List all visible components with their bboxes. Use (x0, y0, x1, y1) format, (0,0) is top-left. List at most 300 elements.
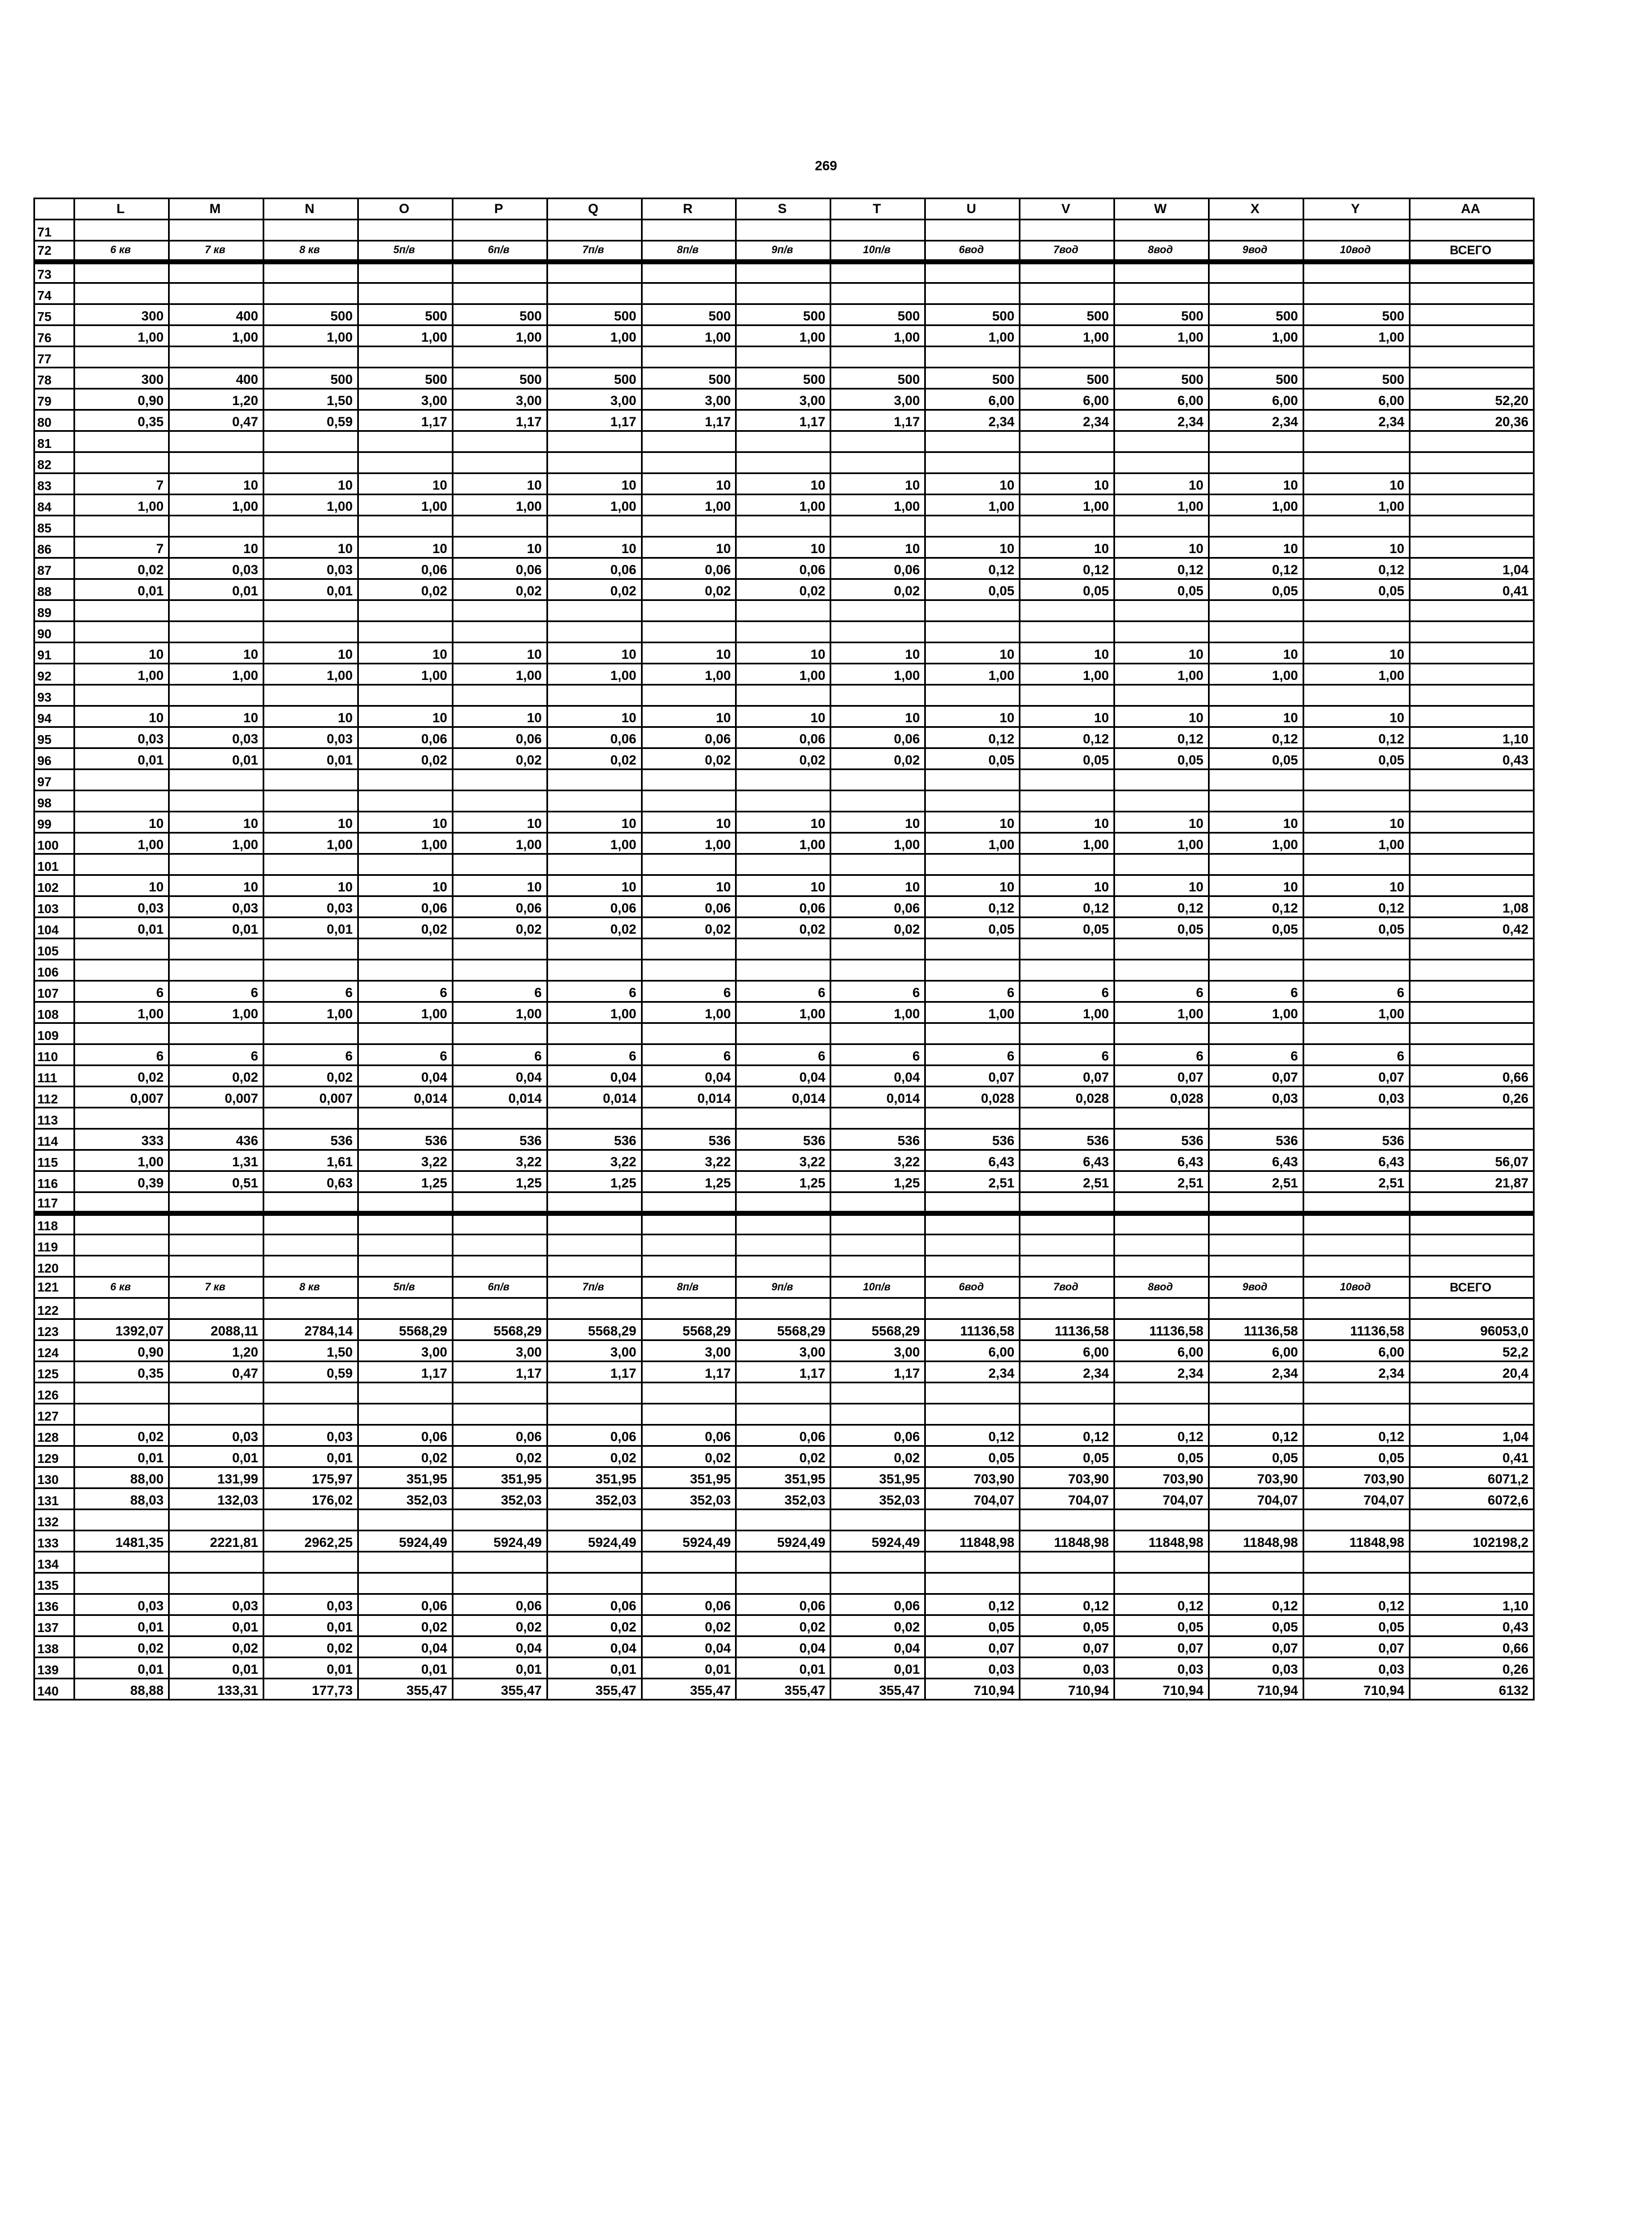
table-row (34, 1510, 1534, 1531)
table-cell: 0,02 (75, 1425, 169, 1446)
table-cell (263, 1573, 358, 1594)
table-cell: 0,07 (1209, 1637, 1303, 1658)
table-cell (736, 854, 831, 875)
table-cell (169, 262, 264, 283)
table-cell: 1,50 (263, 389, 358, 410)
table-cell: 3,00 (547, 1340, 642, 1362)
table-cell: 355,47 (831, 1679, 925, 1700)
table-cell (547, 854, 642, 875)
table-cell: 5568,29 (736, 1319, 831, 1340)
header-cell: 6п/в (452, 1277, 547, 1298)
table-cell (547, 1573, 642, 1594)
table-cell: 0,02 (831, 748, 925, 770)
table-cell (1409, 1510, 1533, 1531)
table-row (34, 474, 1534, 495)
table-row (34, 495, 1534, 516)
header-cell: 7 кв (169, 1277, 264, 1298)
table-cell (452, 622, 547, 643)
table-cell (925, 347, 1020, 368)
table-cell: 6 (925, 1044, 1020, 1066)
table-cell (1209, 431, 1303, 452)
table-cell (169, 1256, 264, 1277)
table-cell: 0,02 (75, 1066, 169, 1087)
table-cell (75, 1108, 169, 1129)
table-cell: 1,00 (358, 495, 452, 516)
table-cell (642, 220, 736, 241)
table-cell: 1,00 (1209, 1002, 1303, 1023)
table-cell (547, 1192, 642, 1214)
table-cell (1020, 1298, 1115, 1319)
table-cell (263, 1214, 358, 1235)
table-row (34, 960, 1534, 981)
header-cell: ВСЕГО (1409, 241, 1533, 262)
table-cell: 0,02 (358, 918, 452, 939)
table-cell (263, 1192, 358, 1214)
table-cell: 1,00 (263, 495, 358, 516)
table-cell (263, 854, 358, 875)
table-cell (1303, 600, 1409, 622)
table-cell: 1,00 (169, 1002, 264, 1023)
table-cell: 0,02 (358, 579, 452, 600)
table-cell: 1,00 (1303, 833, 1409, 854)
table-cell (925, 791, 1020, 812)
row-number: 82 (34, 452, 75, 474)
row-number: 133 (34, 1531, 75, 1552)
table-cell: 0,41 (1409, 579, 1533, 600)
row-number: 122 (34, 1298, 75, 1319)
table-row (34, 1340, 1534, 1362)
table-cell: 0,02 (736, 1615, 831, 1637)
table-cell: 6 (642, 981, 736, 1002)
table-cell (736, 600, 831, 622)
table-cell (452, 1510, 547, 1531)
table-cell (75, 1023, 169, 1044)
table-cell (642, 262, 736, 283)
table-cell (642, 1192, 736, 1214)
table-cell (263, 516, 358, 537)
table-cell: 10 (547, 474, 642, 495)
table-cell (547, 452, 642, 474)
table-cell: 500 (925, 368, 1020, 389)
table-cell (1409, 220, 1533, 241)
table-cell (1209, 262, 1303, 283)
table-cell: 500 (925, 304, 1020, 326)
table-cell: 6 (1209, 1044, 1303, 1066)
table-cell: 6 (1303, 1044, 1409, 1066)
table-cell: 1392,07 (75, 1319, 169, 1340)
table-cell: 0,06 (831, 896, 925, 918)
table-cell (1020, 960, 1115, 981)
table-cell: 0,06 (642, 896, 736, 918)
table-cell: 0,12 (1303, 727, 1409, 748)
table-cell (1020, 452, 1115, 474)
column-header-row (34, 199, 1534, 220)
row-number: 71 (34, 220, 75, 241)
table-cell (263, 1023, 358, 1044)
table-cell: 1,25 (358, 1171, 452, 1192)
table-cell: 0,06 (452, 1425, 547, 1446)
table-cell (925, 770, 1020, 791)
table-cell: 5568,29 (358, 1319, 452, 1340)
table-cell: 0,39 (75, 1171, 169, 1192)
table-cell: 10 (642, 812, 736, 833)
table-cell: 10 (1303, 706, 1409, 727)
table-cell (75, 770, 169, 791)
header-cell: 7п/в (547, 1277, 642, 1298)
table-cell: 6 (547, 1044, 642, 1066)
table-cell (1409, 368, 1533, 389)
table-cell: 6 (75, 1044, 169, 1066)
table-cell (642, 1214, 736, 1235)
table-cell: 6,00 (1209, 389, 1303, 410)
table-row (34, 1277, 1534, 1298)
table-cell (75, 600, 169, 622)
row-number: 84 (34, 495, 75, 516)
table-cell: 0,05 (925, 748, 1020, 770)
table-cell (1115, 1108, 1209, 1129)
table-cell (1303, 1192, 1409, 1214)
table-cell (452, 685, 547, 706)
table-cell: 6,43 (925, 1150, 1020, 1171)
table-cell: 2962,25 (263, 1531, 358, 1552)
table-cell (169, 452, 264, 474)
table-cell (1020, 1023, 1115, 1044)
table-cell: 1,00 (358, 1002, 452, 1023)
table-cell (1409, 262, 1533, 283)
table-cell (1409, 326, 1533, 347)
table-cell (1409, 431, 1533, 452)
table-cell: 10 (925, 706, 1020, 727)
table-cell (358, 1192, 452, 1214)
table-cell (452, 960, 547, 981)
table-cell (1115, 600, 1209, 622)
table-cell: 10 (736, 706, 831, 727)
table-cell: 0,01 (169, 1446, 264, 1467)
table-cell: 710,94 (1115, 1679, 1209, 1700)
table-cell (1409, 812, 1533, 833)
table-cell: 0,05 (1020, 579, 1115, 600)
table-cell: 1,00 (1115, 664, 1209, 685)
header-cell: 8вод (1115, 1277, 1209, 1298)
table-cell: 0,07 (1303, 1637, 1409, 1658)
table-cell (642, 1235, 736, 1256)
table-row (34, 410, 1534, 431)
table-cell: 0,12 (1303, 896, 1409, 918)
column-letter: R (642, 199, 736, 220)
table-cell (263, 1552, 358, 1573)
table-cell (1303, 791, 1409, 812)
table-cell: 0,07 (925, 1637, 1020, 1658)
table-cell: 0,03 (1209, 1658, 1303, 1679)
header-cell: 9п/в (736, 241, 831, 262)
table-cell: 0,02 (642, 579, 736, 600)
table-cell (169, 347, 264, 368)
table-cell: 400 (169, 304, 264, 326)
row-number: 111 (34, 1066, 75, 1087)
table-cell: 0,05 (1115, 1615, 1209, 1637)
column-letter: AA (1409, 199, 1533, 220)
table-cell: 10 (1303, 875, 1409, 896)
table-cell: 1,61 (263, 1150, 358, 1171)
table-row (34, 1425, 1534, 1446)
table-cell (1409, 1214, 1533, 1235)
table-cell: 10 (452, 474, 547, 495)
table-cell (1020, 262, 1115, 283)
table-cell (358, 516, 452, 537)
table-cell (925, 1383, 1020, 1404)
table-cell: 1,00 (169, 833, 264, 854)
table-cell (1209, 770, 1303, 791)
table-cell: 1,00 (452, 833, 547, 854)
table-cell (1209, 1108, 1303, 1129)
table-cell (925, 1573, 1020, 1594)
table-cell (169, 283, 264, 304)
table-cell: 0,05 (1209, 1615, 1303, 1637)
table-cell: 500 (452, 304, 547, 326)
table-cell: 0,35 (75, 1362, 169, 1383)
table-cell (263, 220, 358, 241)
row-number: 97 (34, 770, 75, 791)
table-cell: 0,03 (75, 896, 169, 918)
column-letter: U (925, 199, 1020, 220)
table-cell (1209, 1298, 1303, 1319)
table-cell (736, 283, 831, 304)
table-cell (75, 1214, 169, 1235)
table-row (34, 1235, 1534, 1256)
table-cell: 0,01 (169, 1658, 264, 1679)
table-cell (547, 283, 642, 304)
table-cell (831, 960, 925, 981)
row-number: 83 (34, 474, 75, 495)
table-cell: 500 (831, 304, 925, 326)
table-cell: 710,94 (1020, 1679, 1115, 1700)
table-row (34, 368, 1534, 389)
table-cell: 500 (831, 368, 925, 389)
table-cell (642, 347, 736, 368)
table-cell: 10 (831, 812, 925, 833)
table-cell: 1,00 (263, 1002, 358, 1023)
table-cell: 10 (547, 875, 642, 896)
table-cell: 10 (1303, 812, 1409, 833)
table-cell (452, 1383, 547, 1404)
table-cell (925, 854, 1020, 875)
table-cell: 0,06 (358, 1425, 452, 1446)
table-cell: 10 (1020, 643, 1115, 664)
header-cell: 10вод (1303, 241, 1409, 262)
table-cell: 0,03 (263, 558, 358, 579)
table-cell (169, 1573, 264, 1594)
table-cell (169, 960, 264, 981)
table-cell (358, 600, 452, 622)
table-cell: 2,34 (1303, 1362, 1409, 1383)
table-cell (547, 939, 642, 960)
table-cell: 0,12 (1020, 1425, 1115, 1446)
table-cell (547, 1256, 642, 1277)
table-cell: 0,04 (358, 1066, 452, 1087)
table-cell: 703,90 (1303, 1467, 1409, 1488)
table-cell: 0,04 (642, 1066, 736, 1087)
table-cell (75, 1573, 169, 1594)
table-cell (831, 1235, 925, 1256)
table-cell: 351,95 (736, 1467, 831, 1488)
table-cell: 0,02 (452, 1615, 547, 1637)
table-cell: 0,06 (736, 1594, 831, 1615)
table-cell: 6,43 (1209, 1150, 1303, 1171)
table-cell (1303, 1404, 1409, 1425)
table-cell: 10 (831, 875, 925, 896)
row-number: 105 (34, 939, 75, 960)
table-row (34, 685, 1534, 706)
table-cell: 10 (1115, 474, 1209, 495)
table-cell (1020, 1192, 1115, 1214)
table-cell: 1,04 (1409, 558, 1533, 579)
table-cell: 10 (169, 537, 264, 558)
table-cell: 5924,49 (547, 1531, 642, 1552)
table-cell (1409, 537, 1533, 558)
table-cell (1020, 685, 1115, 706)
spreadsheet-table (33, 198, 1535, 1700)
table-cell (1409, 1573, 1533, 1594)
table-cell: 1,00 (642, 495, 736, 516)
table-cell: 0,05 (1020, 748, 1115, 770)
table-cell: 10 (925, 474, 1020, 495)
table-cell (263, 685, 358, 706)
table-row (34, 1594, 1534, 1615)
table-cell (1209, 283, 1303, 304)
row-number: 118 (34, 1214, 75, 1235)
table-cell (736, 1235, 831, 1256)
table-cell: 0,02 (547, 1615, 642, 1637)
table-cell: 1,00 (1209, 833, 1303, 854)
table-cell: 2,34 (1303, 410, 1409, 431)
table-cell (925, 1552, 1020, 1573)
table-cell: 500 (263, 304, 358, 326)
table-cell: 0,02 (547, 579, 642, 600)
table-cell: 0,12 (1020, 727, 1115, 748)
table-row (34, 748, 1534, 770)
table-cell: 0,47 (169, 1362, 264, 1383)
table-cell: 1,20 (169, 1340, 264, 1362)
table-cell (452, 1023, 547, 1044)
table-cell: 1,00 (831, 326, 925, 347)
table-cell: 0,05 (1020, 1615, 1115, 1637)
table-cell: 10 (1020, 812, 1115, 833)
table-cell: 6 (1020, 1044, 1115, 1066)
table-cell: 0,43 (1409, 1615, 1533, 1637)
table-cell (925, 939, 1020, 960)
table-cell (358, 960, 452, 981)
table-cell: 0,90 (75, 389, 169, 410)
table-cell: 10 (1020, 474, 1115, 495)
table-row (34, 896, 1534, 918)
table-cell (1115, 1404, 1209, 1425)
table-cell: 11848,98 (1020, 1531, 1115, 1552)
table-cell: 0,03 (1209, 1087, 1303, 1108)
table-cell: 536 (1303, 1129, 1409, 1150)
table-cell: 400 (169, 368, 264, 389)
table-cell: 3,00 (358, 1340, 452, 1362)
table-cell: 1,00 (263, 833, 358, 854)
table-cell: 10 (263, 812, 358, 833)
table-cell (547, 1214, 642, 1235)
table-cell (452, 1404, 547, 1425)
table-cell: 1,00 (736, 833, 831, 854)
table-cell (169, 1404, 264, 1425)
table-cell: 1,00 (831, 833, 925, 854)
table-cell: 0,01 (263, 1615, 358, 1637)
table-cell: 10 (358, 875, 452, 896)
table-cell (1303, 431, 1409, 452)
table-cell: 10 (1020, 706, 1115, 727)
table-cell: 1,00 (452, 495, 547, 516)
table-cell (831, 516, 925, 537)
table-cell (831, 622, 925, 643)
table-cell (925, 1214, 1020, 1235)
table-cell: 500 (736, 304, 831, 326)
row-number: 137 (34, 1615, 75, 1637)
table-cell (736, 1256, 831, 1277)
table-cell (169, 1552, 264, 1573)
table-row (34, 241, 1534, 262)
row-number: 134 (34, 1552, 75, 1573)
table-cell (1209, 1192, 1303, 1214)
table-cell: 0,02 (642, 918, 736, 939)
table-cell (1020, 431, 1115, 452)
table-cell: 0,05 (925, 918, 1020, 939)
table-cell: 10 (1209, 812, 1303, 833)
table-cell: 6 (831, 1044, 925, 1066)
table-cell: 1,00 (1303, 1002, 1409, 1023)
table-cell (547, 431, 642, 452)
table-cell (831, 1108, 925, 1129)
table-cell (831, 262, 925, 283)
table-cell: 0,12 (1115, 1425, 1209, 1446)
table-cell: 3,00 (642, 1340, 736, 1362)
table-cell: 0,12 (1020, 896, 1115, 918)
table-cell (736, 220, 831, 241)
table-row (34, 326, 1534, 347)
table-cell (1409, 1552, 1533, 1573)
table-cell: 0,02 (358, 748, 452, 770)
table-cell (831, 1256, 925, 1277)
table-cell (75, 1235, 169, 1256)
table-cell (358, 854, 452, 875)
table-cell: 10 (1209, 537, 1303, 558)
table-cell (1409, 474, 1533, 495)
table-cell (263, 600, 358, 622)
table-cell: 6 (831, 981, 925, 1002)
table-cell: 2,51 (925, 1171, 1020, 1192)
table-cell (1115, 1573, 1209, 1594)
table-cell: 0,12 (1020, 1594, 1115, 1615)
table-cell: 1,00 (736, 326, 831, 347)
table-cell: 0,12 (925, 1594, 1020, 1615)
table-cell: 500 (1209, 304, 1303, 326)
table-cell: 500 (736, 368, 831, 389)
table-cell (642, 452, 736, 474)
table-cell: 10 (263, 706, 358, 727)
table-cell (831, 347, 925, 368)
table-cell: 1,17 (642, 1362, 736, 1383)
table-cell: 0,03 (263, 896, 358, 918)
table-cell (547, 791, 642, 812)
table-cell: 1,00 (925, 495, 1020, 516)
table-cell (831, 1510, 925, 1531)
table-cell: 6 (169, 1044, 264, 1066)
table-cell: 300 (75, 368, 169, 389)
table-cell: 6,43 (1020, 1150, 1115, 1171)
table-cell (1209, 452, 1303, 474)
